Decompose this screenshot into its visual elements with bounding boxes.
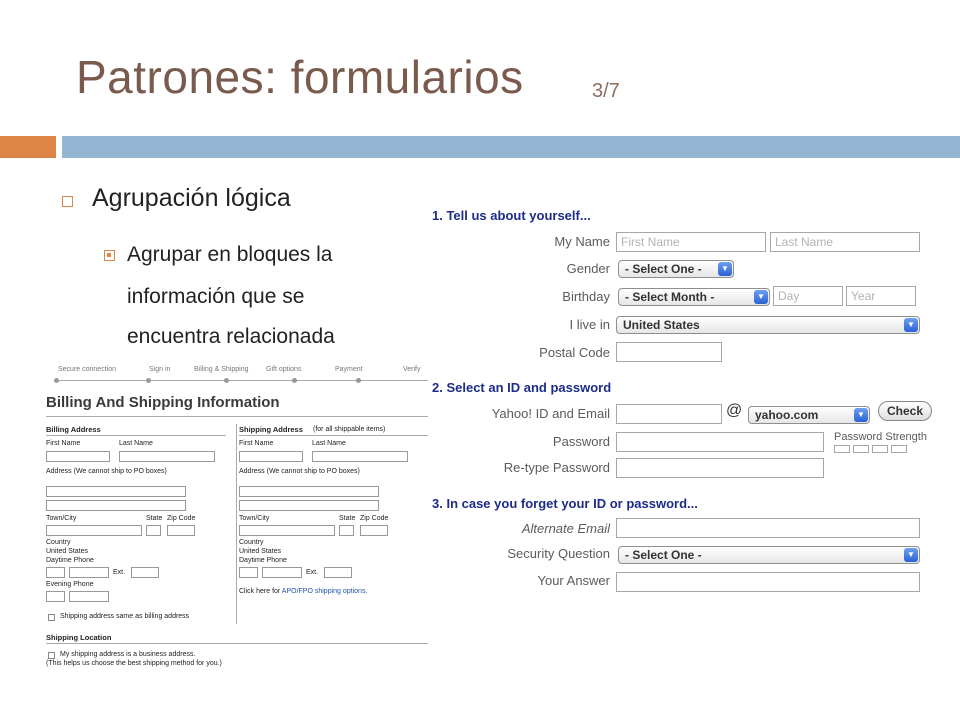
bullet-square-icon bbox=[62, 196, 73, 207]
billing-address-line1-input[interactable] bbox=[46, 486, 186, 497]
shipping-town-input[interactable] bbox=[239, 525, 335, 536]
your-answer-label: Your Answer bbox=[537, 573, 610, 588]
country-select[interactable] bbox=[616, 316, 920, 334]
shipping-last-name-label: Last Name bbox=[312, 440, 346, 447]
business-address-checkbox[interactable] bbox=[48, 652, 55, 659]
business-address-label: My shipping address is a business address. bbox=[60, 651, 196, 658]
billing-day-phone-number-input[interactable] bbox=[69, 567, 109, 578]
password-strength-label: Password Strength bbox=[834, 431, 927, 443]
birth-day-input[interactable]: Day bbox=[773, 286, 843, 306]
billing-state-input[interactable] bbox=[146, 525, 161, 536]
last-name-input[interactable]: Last Name bbox=[770, 232, 920, 252]
divider bbox=[46, 435, 226, 436]
step-sign-in: Sign in bbox=[149, 366, 171, 373]
billing-zip-input[interactable] bbox=[167, 525, 195, 536]
slide-counter: 3/7 bbox=[592, 80, 620, 102]
step-dot bbox=[54, 378, 59, 383]
shipping-address-line1-input[interactable] bbox=[239, 486, 379, 497]
divider bbox=[46, 643, 428, 644]
retype-password-input[interactable] bbox=[616, 458, 824, 478]
section-id-password: 2. Select an ID and password bbox=[432, 380, 612, 395]
birthday-label: Birthday bbox=[562, 289, 610, 304]
birth-month-select[interactable] bbox=[618, 288, 770, 306]
billing-shipping-screenshot bbox=[40, 358, 428, 676]
security-question-value: - Select One - bbox=[625, 548, 702, 562]
security-question-label: Security Question bbox=[507, 546, 610, 561]
header-band-blue bbox=[62, 136, 960, 158]
domain-select-value: yahoo.com bbox=[755, 408, 819, 422]
shipping-country-value: United States bbox=[239, 548, 282, 555]
password-label: Password bbox=[552, 434, 610, 449]
shipping-phone-area-input[interactable] bbox=[239, 567, 258, 578]
billing-evening-phone-label: Evening Phone bbox=[46, 581, 94, 588]
shipping-state-label: State bbox=[339, 515, 356, 522]
birth-year-input[interactable]: Year bbox=[846, 286, 916, 306]
billing-eve-phone-number-input[interactable] bbox=[69, 591, 109, 602]
postal-code-input[interactable] bbox=[616, 342, 722, 362]
same-as-billing-checkbox[interactable] bbox=[48, 614, 55, 621]
same-as-billing-label: Shipping address same as billing address bbox=[60, 613, 190, 620]
section-forgot: 3. In case you forget your ID or password... bbox=[432, 496, 698, 511]
shipping-address-heading: Shipping Address bbox=[239, 425, 303, 434]
select-arrow-icon: ▼ bbox=[904, 548, 918, 562]
shipping-first-name-input[interactable] bbox=[239, 451, 303, 462]
select-arrow-icon: ▼ bbox=[754, 290, 768, 304]
select-arrow-icon: ▼ bbox=[904, 318, 918, 332]
shipping-first-name-label: First Name bbox=[239, 440, 274, 447]
billing-daytime-phone-label: Daytime Phone bbox=[46, 557, 94, 564]
billing-first-name-label: First Name bbox=[46, 440, 81, 447]
sub-bullet-square-icon bbox=[104, 250, 115, 261]
password-input[interactable] bbox=[616, 432, 824, 452]
steps-line bbox=[56, 380, 428, 381]
select-arrow-icon: ▼ bbox=[854, 408, 868, 422]
birth-month-value: - Select Month - bbox=[625, 290, 715, 304]
bullet-level2-line3: encuentra relacionada bbox=[127, 325, 335, 348]
divider bbox=[239, 435, 428, 436]
at-sign: @ bbox=[726, 402, 743, 419]
shipping-location-heading: Shipping Location bbox=[46, 633, 112, 642]
step-dot bbox=[146, 378, 151, 383]
step-gift-options: Gift options bbox=[266, 366, 302, 373]
billing-first-name-input[interactable] bbox=[46, 451, 110, 462]
select-arrow-icon: ▼ bbox=[718, 262, 732, 276]
my-name-label: My Name bbox=[554, 234, 610, 249]
step-payment: Payment bbox=[335, 366, 363, 373]
gender-label: Gender bbox=[566, 261, 610, 276]
strength-meter-cell bbox=[853, 445, 869, 453]
security-question-select[interactable] bbox=[618, 546, 920, 564]
your-answer-input[interactable] bbox=[616, 572, 920, 592]
slide-title: Patrones: formularios bbox=[76, 51, 524, 103]
strength-meter-cell bbox=[872, 445, 888, 453]
step-dot bbox=[292, 378, 297, 383]
divider bbox=[46, 416, 428, 417]
step-secure-connection: Secure connection bbox=[58, 366, 116, 373]
shipping-daytime-phone-label: Daytime Phone bbox=[239, 557, 287, 564]
shipping-address-note: (for all shippable items) bbox=[313, 426, 386, 433]
alternate-email-label: Alternate Email bbox=[521, 521, 610, 536]
shipping-ext-label: Ext. bbox=[306, 569, 319, 576]
bullet-level2-line2: información que se bbox=[127, 285, 305, 308]
bullet-level1: Agrupación lógica bbox=[92, 184, 291, 212]
billing-address-line2-input[interactable] bbox=[46, 500, 186, 511]
shipping-address-label: Address (We cannot ship to PO boxes) bbox=[239, 468, 360, 475]
country-select-value: United States bbox=[623, 318, 700, 332]
shipping-phone-number-input[interactable] bbox=[262, 567, 302, 578]
shipping-zip-label: Zip Code bbox=[360, 515, 389, 522]
billing-country-label: Country bbox=[46, 539, 71, 546]
billing-address-heading: Billing Address bbox=[46, 425, 101, 434]
apo-prefix: Click here for bbox=[239, 588, 282, 595]
yahoo-id-label: Yahoo! ID and Email bbox=[491, 406, 610, 421]
shipping-state-input[interactable] bbox=[339, 525, 354, 536]
step-billing-shipping: Billing & Shipping bbox=[194, 366, 249, 373]
business-address-note: (This helps us choose the best shipping method for you.) bbox=[46, 660, 222, 667]
bullet-level2-line1: Agrupar en bloques la bbox=[127, 243, 333, 266]
billing-eve-phone-area-input[interactable] bbox=[46, 591, 65, 602]
billing-ext-label: Ext. bbox=[113, 569, 126, 576]
live-in-label: I live in bbox=[569, 317, 610, 332]
billing-state-label: State bbox=[146, 515, 163, 522]
yahoo-registration-screenshot bbox=[428, 200, 936, 592]
first-name-input[interactable]: First Name bbox=[616, 232, 766, 252]
gender-select-value: - Select One - bbox=[625, 262, 702, 276]
strength-meter-cell bbox=[891, 445, 907, 453]
retype-password-label: Re-type Password bbox=[503, 460, 610, 475]
billing-last-name-label: Last Name bbox=[119, 440, 153, 447]
billing-zip-label: Zip Code bbox=[167, 515, 196, 522]
billing-title: Billing And Shipping Information bbox=[46, 394, 280, 411]
gender-select[interactable] bbox=[618, 260, 734, 278]
apo-text bbox=[239, 588, 367, 595]
billing-ext-input[interactable] bbox=[131, 567, 159, 578]
shipping-country-label: Country bbox=[239, 539, 264, 546]
section-tell-us: 1. Tell us about yourself... bbox=[432, 208, 591, 223]
step-dot bbox=[224, 378, 229, 383]
check-button[interactable]: Check bbox=[878, 401, 932, 421]
column-divider bbox=[236, 424, 237, 624]
shipping-ext-input[interactable] bbox=[324, 567, 352, 578]
postal-code-label: Postal Code bbox=[539, 345, 610, 360]
apo-link[interactable]: APO/FPO shipping options. bbox=[281, 588, 368, 595]
checkout-steps bbox=[48, 364, 428, 380]
billing-last-name-input[interactable] bbox=[119, 451, 215, 462]
billing-address-label: Address (We cannot ship to PO boxes) bbox=[46, 468, 167, 475]
shipping-address-line2-input[interactable] bbox=[239, 500, 379, 511]
alternate-email-input[interactable] bbox=[616, 518, 920, 538]
step-verify: Verify bbox=[403, 366, 421, 373]
strength-meter-cell bbox=[834, 445, 850, 453]
billing-town-label: Town/City bbox=[46, 515, 77, 522]
billing-day-phone-area-input[interactable] bbox=[46, 567, 65, 578]
shipping-zip-input[interactable] bbox=[360, 525, 388, 536]
step-dot bbox=[356, 378, 361, 383]
billing-country-value: United States bbox=[46, 548, 89, 555]
shipping-town-label: Town/City bbox=[239, 515, 270, 522]
billing-town-input[interactable] bbox=[46, 525, 142, 536]
domain-select[interactable] bbox=[748, 406, 870, 424]
yahoo-id-input[interactable] bbox=[616, 404, 722, 424]
shipping-last-name-input[interactable] bbox=[312, 451, 408, 462]
header-band-orange bbox=[0, 136, 56, 158]
